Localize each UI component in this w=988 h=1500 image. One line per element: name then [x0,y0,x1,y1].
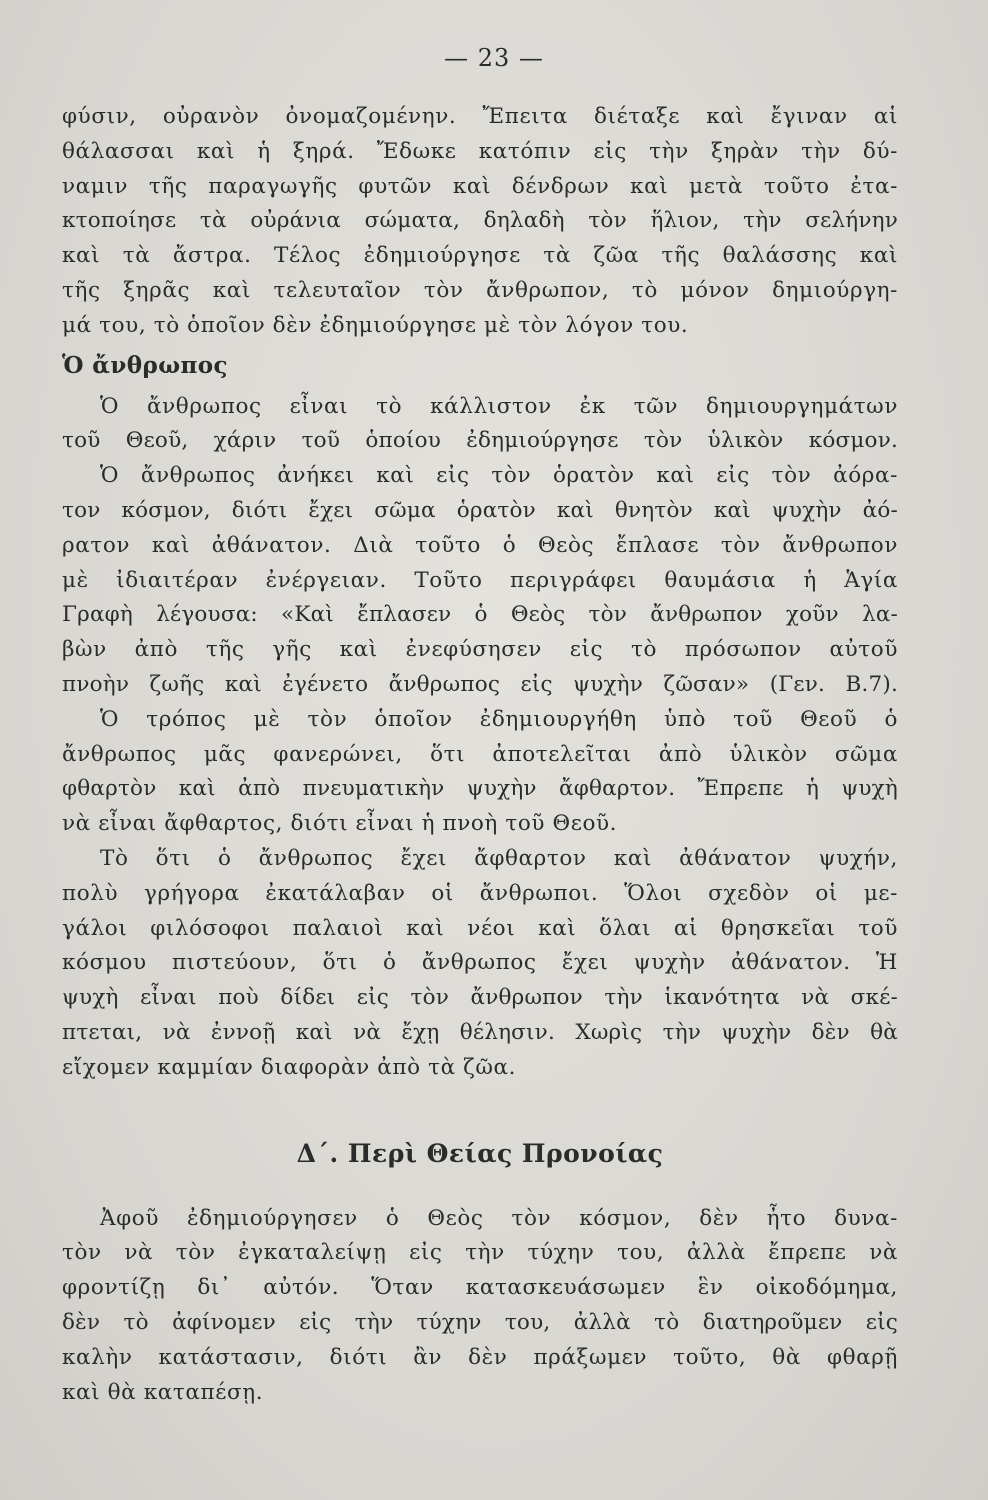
text-line: κόσμου πιστεύουν, ὅτι ὁ ἄνθρωπος ἔχει ψυχὴν ἀθάνατον. Ἡ [62,950,898,976]
text-line: βὼν ἀπὸ τῆς γῆς καὶ ἐνεφύσησεν εἰς τὸ πρόσωπον αὐτοῦ [62,637,898,663]
text-line: φθαρτὸν καὶ ἀπὸ πνευματικὴν ψυχὴν ἄφθαρτον. Ἔπρεπε ἡ ψυχὴ [62,776,898,802]
page-body [62,100,898,1410]
text-line: Ὁ ἄνθρωπος ἀνήκει καὶ εἰς τὸν ὁρατὸν καὶ εἰς τὸν ἀόρα- [100,463,898,489]
paragraph-man [62,390,898,842]
text-line: πολὺ γρήγορα ἐκατάλαβαν οἱ ἄνθρωποι. Ὅλοι σχεδὸν οἱ με- [62,880,898,906]
text-line: γάλοι φιλόσοφοι παλαιοὶ καὶ νέοι καὶ ὅλαι αἱ θρησκεῖαι τοῦ [62,915,898,941]
text-line: δὲν τὸ ἀφίνομεν εἰς τὴν τύχην του, ἀλλὰ τὸ διατηροῦμεν εἰς [62,1309,898,1335]
paragraph-soul [62,842,898,1086]
text-line: μὲ ἰδιαιτέραν ἐνέργειαν. Τοῦτο περιγράφει θαυμάσια ἡ Ἁγία [62,567,898,593]
text-line: μά του, τὸ ὁποῖον δὲν ἐδημιούργησε μὲ τὸν λόγον του. [62,312,689,338]
text-line: εἴχομεν καμμίαν διαφορὰν ἀπὸ τὰ ζῶα. [62,1054,517,1080]
text-line: τὸν νὰ τὸν ἐγκαταλείψῃ εἰς τὴν τύχην του, ἀλλὰ ἔπρεπε νὰ [62,1240,898,1266]
text-line: Ἀφοῦ ἐδημιούργησεν ὁ Θεὸς τὸν κόσμον, δὲν ἦτο δυνα- [100,1205,898,1231]
page-number: — 23 — [444,44,544,72]
text-line: φροντίζῃ δι᾽ αὐτόν. Ὅταν κατασκευάσωμεν ἓν οἰκοδόμημα, [62,1275,898,1301]
text-line: κτοποίησε τὰ οὐράνια σώματα, δηλαδὴ τὸν ἥλιον, τὴν σελήνην [62,208,898,234]
text-line: καλὴν κατάστασιν, διότι ἂν δὲν πράξωμεν τοῦτο, θὰ φθαρῇ [62,1344,898,1370]
text-line: ψυχὴ εἶναι ποὺ δίδει εἰς τὸν ἄνθρωπον τὴν ἱκανότητα νὰ σκέ- [62,985,898,1011]
text-line: τῆς ξηρᾶς καὶ τελευταῖον τὸν ἄνθρωπον, τὸ μόνον δημιούργη- [62,277,898,303]
text-line: Τὸ ὅτι ὁ ἄνθρωπος ἔχει ἄφθαρτον καὶ ἀθάνατον ψυχήν, [100,845,898,871]
text-line: φύσιν, οὐρανὸν ὀνομαζομένην. Ἔπειτα διέταξε καὶ ἔγιναν αἱ [62,104,898,129]
paragraph-providence [62,1202,898,1411]
text-line: Ὁ ἄνθρωπος εἶναι τὸ κάλλιστον ἐκ τῶν δημιουργημάτων [100,393,898,419]
text-line: Ὁ τρόπος μὲ τὸν ὁποῖον ἐδημιουργήθη ὑπὸ τοῦ Θεοῦ ὁ [100,706,898,732]
text-line: ναμιν τῆς παραγωγῆς φυτῶν καὶ δένδρων καὶ μετὰ τοῦτο ἐτα- [62,173,898,199]
text-line: καὶ θὰ καταπέσῃ. [62,1379,264,1405]
text-line: τοῦ Θεοῦ, χάριν τοῦ ὁποίου ἐδημιούργησε τὸν ὑλικὸν κόσμον. [62,428,898,454]
subheading-man: Ὁ ἄνθρωπος [62,351,228,379]
paragraph-creation [62,100,898,344]
text-line: πνοὴν ζωῆς καὶ ἐγένετο ἄνθρωπος εἰς ψυχὴν ζῶσαν» (Γεν. Β.7). [62,671,898,697]
section-heading-providence: Δ΄. Περὶ Θείας Προνοίας [296,1138,664,1168]
text-line: θάλασσαι καὶ ἡ ξηρά. Ἔδωκε κατόπιν εἰς τὴν ξηρὰν τὴν δύ- [62,138,898,164]
text-line: πτεται, νὰ ἐννοῇ καὶ νὰ ἔχῃ θέλησιν. Χωρὶς τὴν ψυχὴν δὲν θὰ [62,1019,898,1045]
text-line: νὰ εἶναι ἄφθαρτος, διότι εἶναι ἡ πνοὴ τοῦ Θεοῦ. [62,811,618,837]
text-line: ρατον καὶ ἀθάνατον. Διὰ τοῦτο ὁ Θεὸς ἔπλασε τὸν ἄνθρωπον [62,532,898,558]
text-line: ἄνθρωπος μᾶς φανερώνει, ὅτι ἀποτελεῖται ἀπὸ ὑλικὸν σῶμα [62,741,898,767]
text-line: Γραφὴ λέγουσα: «Καὶ ἔπλασεν ὁ Θεὸς τὸν ἄνθρωπον χοῦν λα- [62,602,898,628]
text-line: τον κόσμον, διότι ἔχει σῶμα ὁρατὸν καὶ θνητὸν καὶ ψυχὴν ἀό- [62,497,898,523]
text-line: καὶ τὰ ἄστρα. Τέλος ἐδημιούργησε τὰ ζῶα τῆς θαλάσσης καὶ [62,243,898,269]
